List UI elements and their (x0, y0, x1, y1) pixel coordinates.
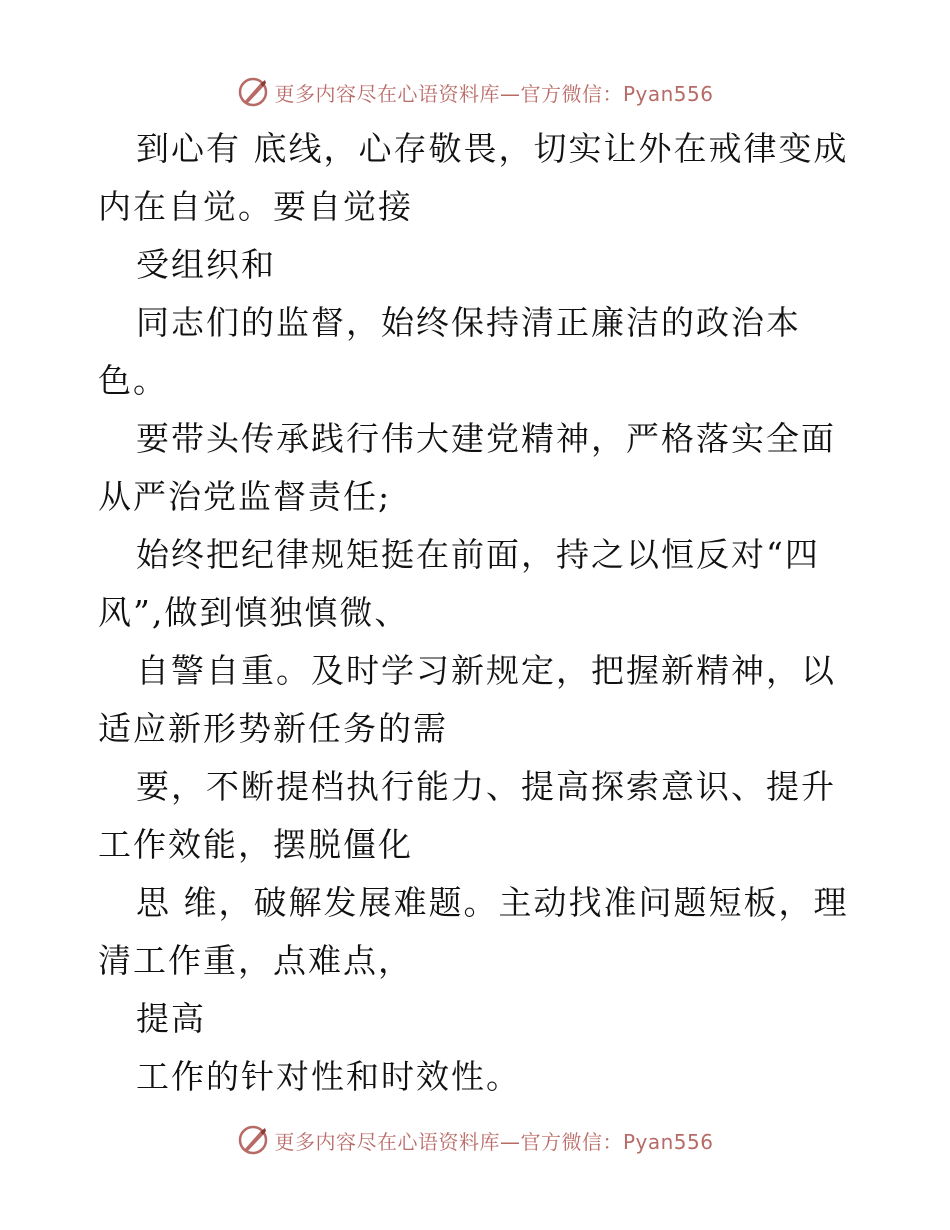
paragraph: 受组织和 (136, 245, 276, 284)
footer-watermark-text: 更多内容尽在心语资料库—官方微信：Pyan556 (274, 1129, 714, 1154)
paragraph: 到心有 底线，心存敬畏，切实让外在戒律变成内在自觉。要自觉接 (98, 129, 849, 226)
header-watermark-banner (0, 72, 950, 112)
paragraph: 同志们的监督，始终保持清正廉洁的政治本色。 (98, 303, 801, 400)
paragraph: 要带头传承践行伟大建党精神，严格落实全面从严治党监督责任; (98, 419, 836, 516)
paragraph: 要，不断提档执行能力、提高探索意识、提升工作效能，摆脱僵化 (98, 767, 836, 864)
paragraph: 自警自重。及时学习新规定，把握新精神，以适应新形势新任务的需 (98, 651, 836, 748)
paragraph: 提高 (136, 999, 206, 1038)
header-watermark-text: 更多内容尽在心语资料库—官方微信：Pyan556 (274, 81, 714, 106)
paragraph: 工作的针对性和时效性。 (136, 1057, 521, 1096)
document-body (98, 120, 858, 1106)
pen-logo-icon (236, 1123, 270, 1157)
pen-logo-icon (236, 75, 270, 109)
paragraph: 思 维，破解发展难题。主动找准问题短板，理清工作重，点难点， (98, 883, 849, 980)
paragraph: 始终把纪律规矩挺在前面，持之以恒反对“四风”,做到慎独慎微、 (98, 535, 820, 632)
footer-watermark-banner (0, 1120, 950, 1160)
